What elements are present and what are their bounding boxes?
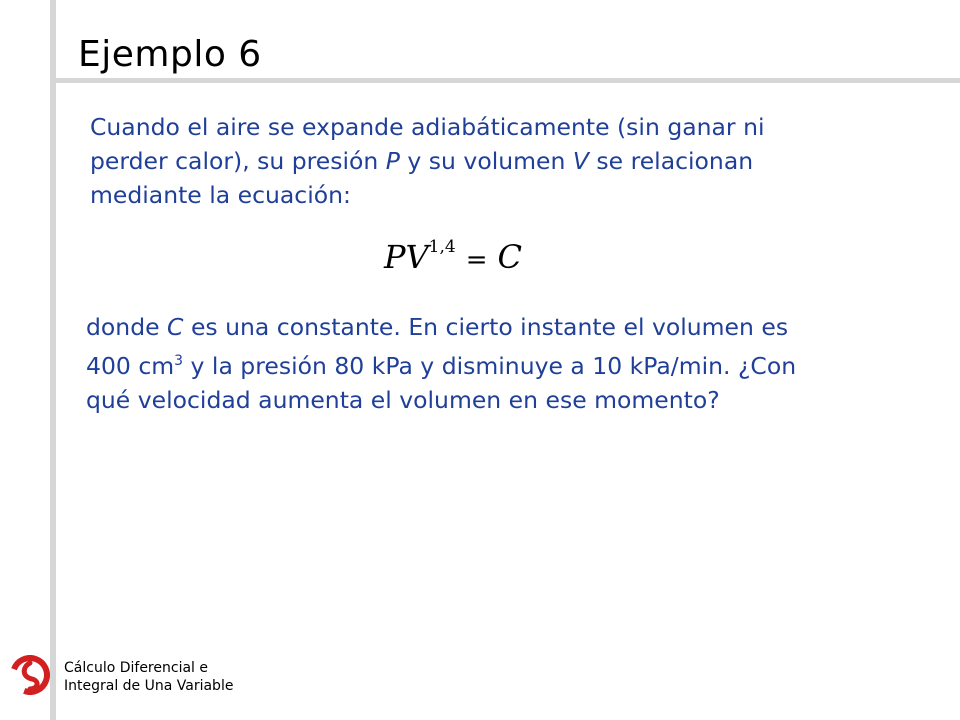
equation-exponent: 1,4 <box>428 237 456 258</box>
equation <box>384 238 522 276</box>
problem-text: 400 cm <box>86 351 175 380</box>
intro-line-1: Cuando el aire se expande adiabáticamente (sin ganar ni <box>90 113 765 141</box>
course-name <box>64 659 233 695</box>
problem-text: y la presión 80 kPa y disminuye a 10 kPa/min. ¿Con <box>183 351 797 380</box>
cube-superscript: 3 <box>174 353 184 369</box>
slide-title: Ejemplo 6 <box>78 34 262 75</box>
course-name-line-1: Cálculo Diferencial e <box>64 660 208 676</box>
intro-line-3: mediante la ecuación: <box>90 181 351 209</box>
equation-c: C <box>497 238 522 276</box>
equation-equals: = <box>465 245 488 275</box>
problem-line-1 <box>86 310 946 344</box>
course-name-line-2: Integral de Una Variable <box>64 678 234 694</box>
intro-text: y su volumen <box>399 147 573 175</box>
problem-text: es una constante. En cierto instante el volumen es <box>183 313 789 341</box>
equation-v: V <box>405 238 429 276</box>
intro-text: perder calor), su presión <box>90 147 386 175</box>
problem-line-3: qué velocidad aumenta el volumen en ese momento? <box>86 385 720 414</box>
university-logo-icon <box>10 655 50 695</box>
problem-text: donde <box>86 313 168 341</box>
problem-paragraph <box>86 310 946 417</box>
equation-p: P <box>384 238 406 276</box>
left-border-line <box>50 0 56 720</box>
variable-p: P <box>385 147 400 175</box>
title-underline <box>56 78 960 83</box>
variable-v: V <box>572 147 589 175</box>
intro-paragraph <box>90 110 910 212</box>
variable-c: C <box>167 313 184 341</box>
intro-text: se relacionan <box>588 147 754 175</box>
intro-line-2 <box>90 144 910 178</box>
problem-line-2 <box>86 344 946 383</box>
